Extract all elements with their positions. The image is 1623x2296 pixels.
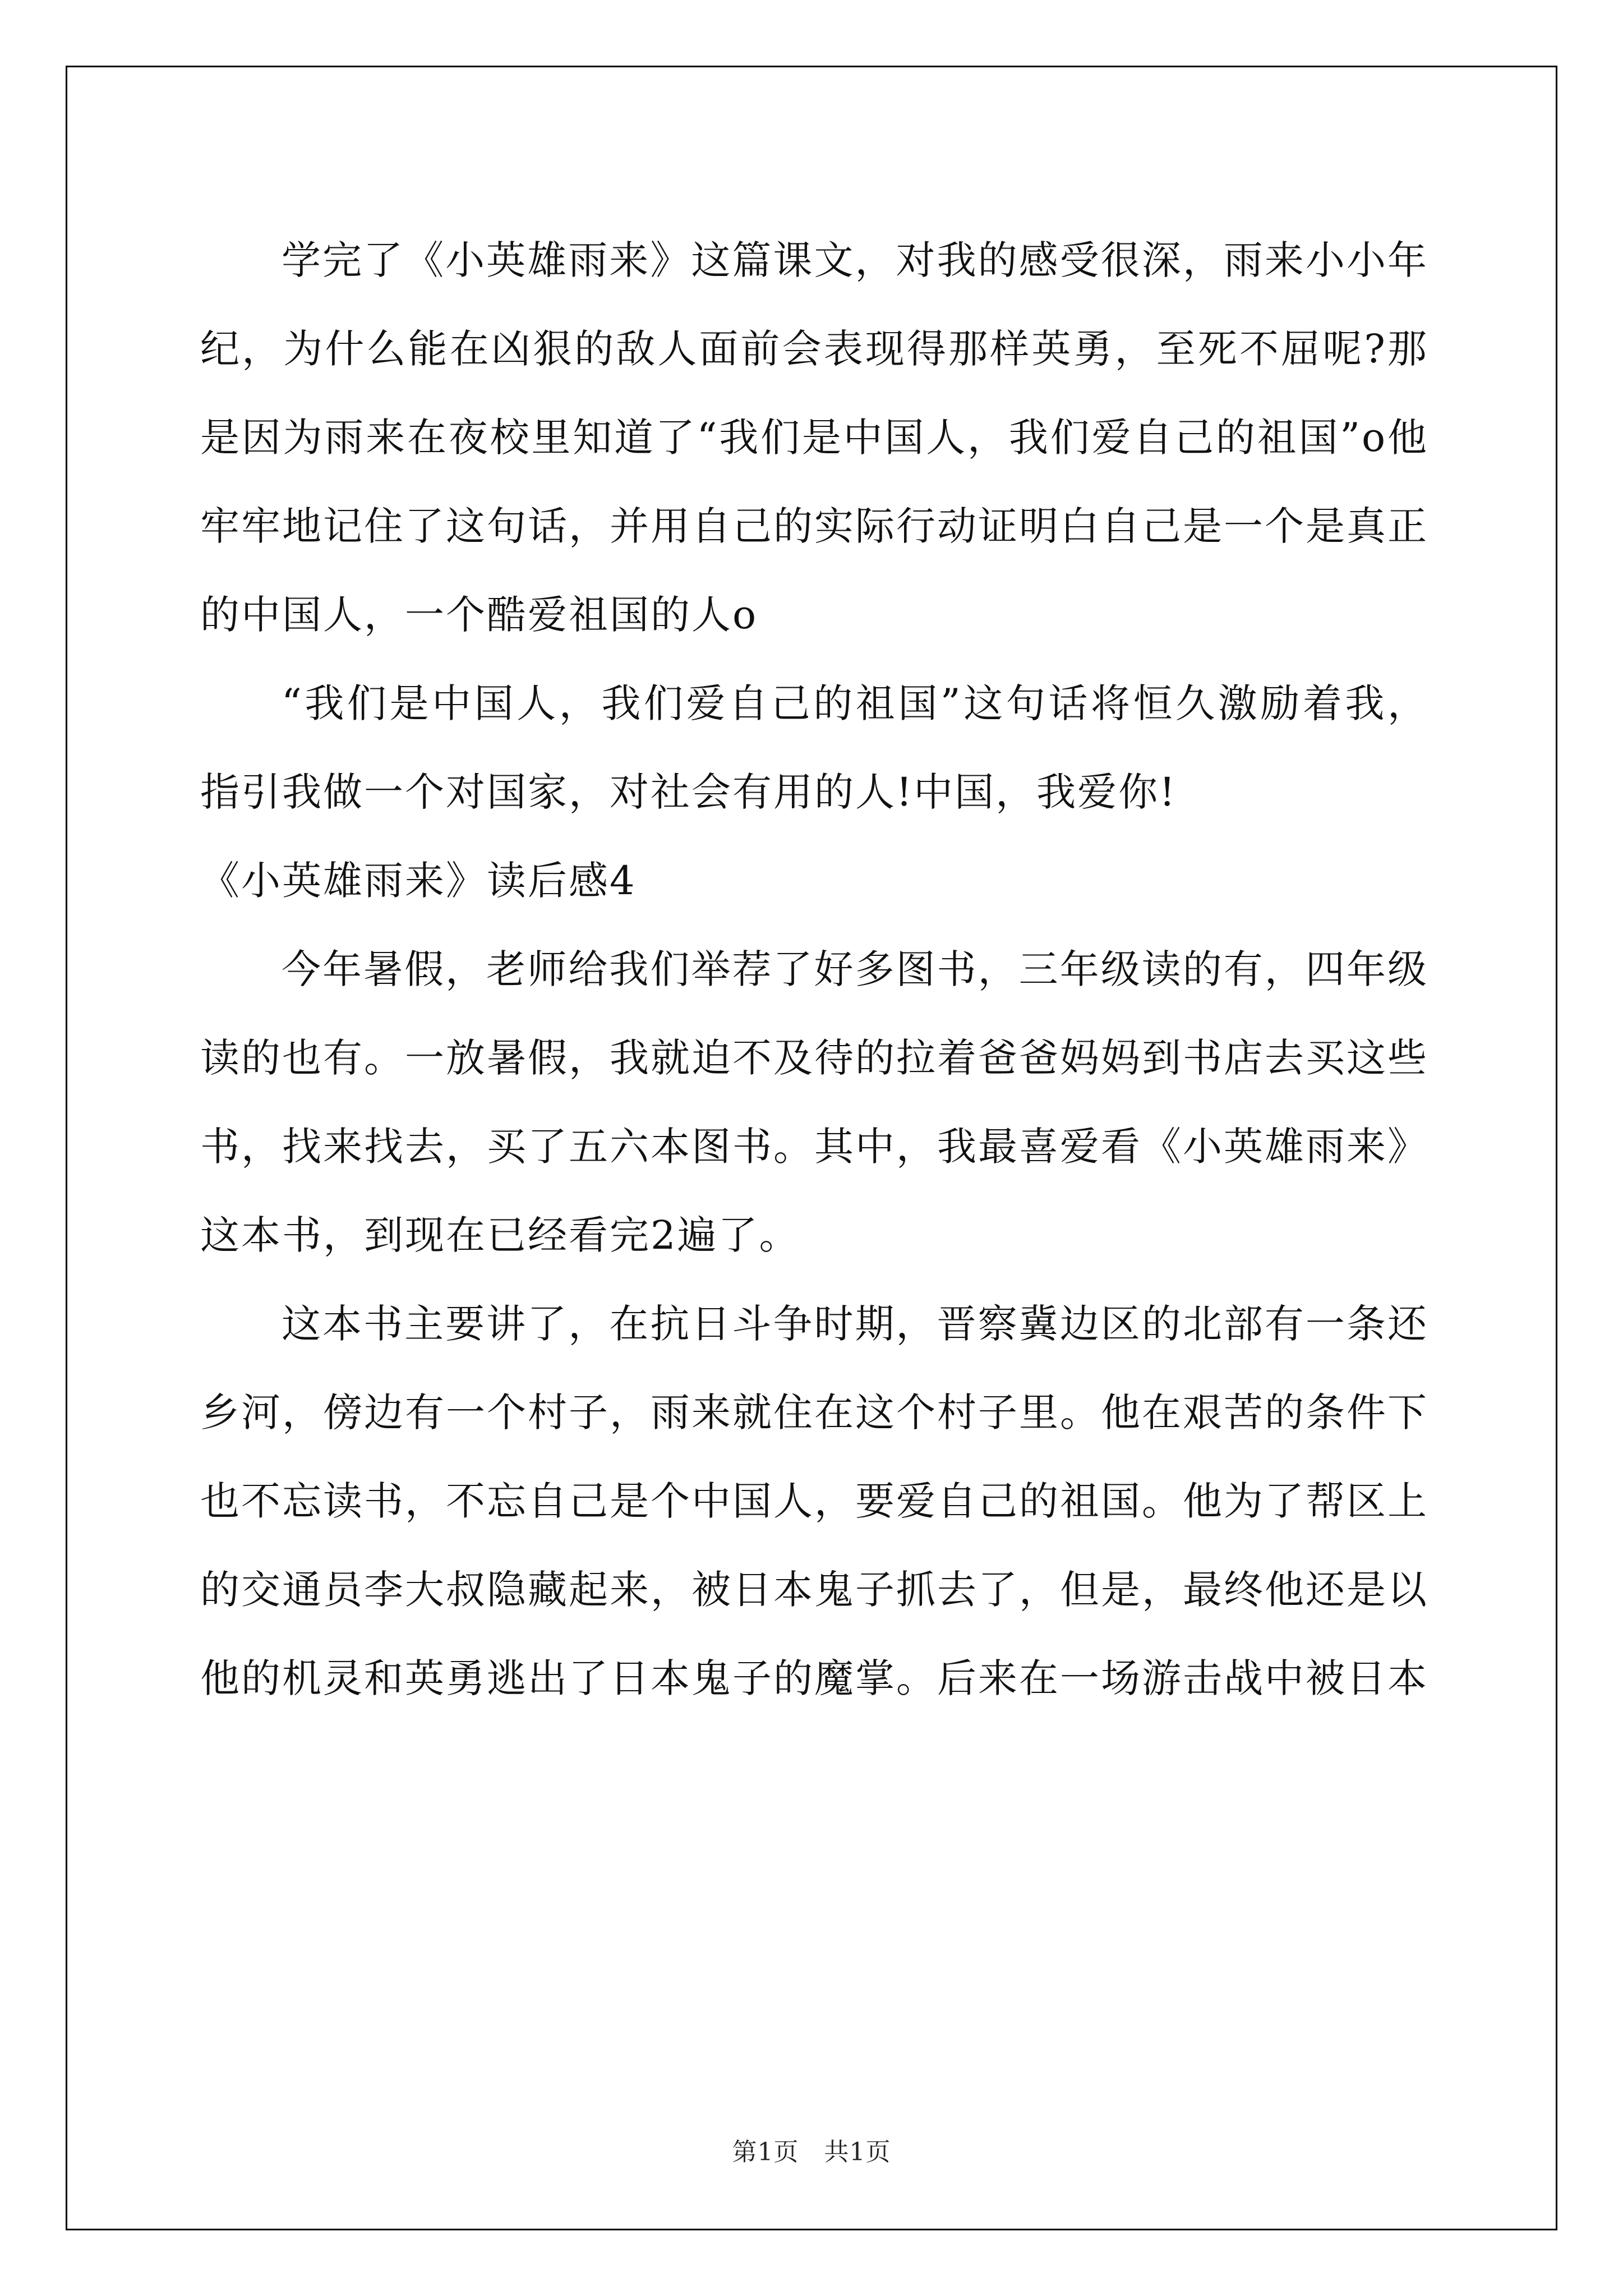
page-footer: 第1页 共1页 [732, 2138, 891, 2166]
paragraph-3: 今年暑假，老师给我们举荐了好多图书，三年级读的有，四年级读的也有。一放暑假，我就迫不及待的拉着爸爸妈妈到书店去买这些书，找来找去，买了五六本图书。其中，我最喜爱看《小英雄雨来》这本书，到现在已经看完2遍了。 [200, 946, 1428, 1258]
section-heading: 《小英雄雨来》读后感4 [200, 858, 637, 904]
paragraph-2: “我们是中国人，我们爱自己的祖国”这句话将恒久激励着我，指引我做一个对国家，对社会有用的人!中国，我爱你! [200, 680, 1428, 815]
paragraph-4: 这本书主要讲了，在抗日斗争时期，晋察冀边区的北部有一条还乡河，傍边有一个村子，雨来就住在这个村子里。他在艰苦的条件下也不忘读书，不忘自己是个中国人，要爱自己的祖国。他为了帮区上的交通员李大叔隐藏起来，被日本鬼子抓去了，但是，最终他还是以他的机灵和英勇逃出了日本鬼子的魔掌。后来在一场游击战中被日本 [200, 1301, 1428, 1701]
document-body [200, 216, 1428, 1723]
paragraph-1: 学完了《小英雄雨来》这篇课文，对我的感受很深，雨来小小年纪，为什么能在凶狠的敌人面前会表现得那样英勇，至死不屈呢?那是因为雨来在夜校里知道了“我们是中国人，我们爱自己的祖国”o他牢牢地记住了这句话，并用自己的实际行动证明白自己是一个是真正的中国人，一个酷爱祖国的人o [200, 237, 1428, 638]
